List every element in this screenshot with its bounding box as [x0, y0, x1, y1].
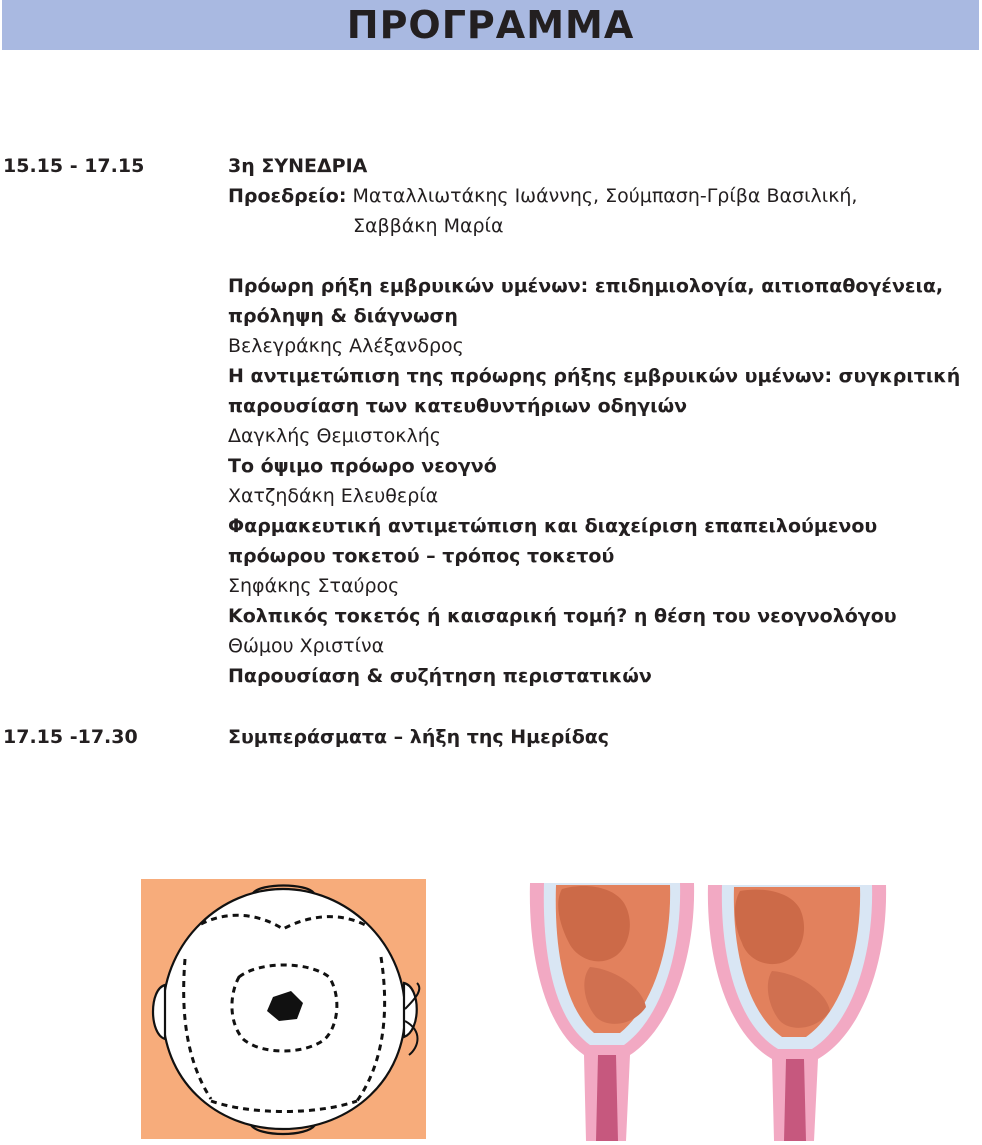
fetus-in-uterus-illustration: [524, 879, 890, 1141]
session-content: [228, 151, 968, 691]
talk-title: Πρόωρη ρήξη εμβρυικών υμένων: επιδημιολογία, αιτιοπαθογένεια,: [228, 275, 944, 297]
talk-speaker: Θώμου Χριστίνα: [228, 635, 385, 657]
chair-line: [228, 181, 968, 211]
closing-time: 17.15 -17.30: [3, 726, 138, 748]
chair-names: Ματαλλιωτάκης Ιωάννης, Σούμπαση-Γρίβα Βασιλική,: [352, 185, 858, 207]
session-time: 15.15 - 17.15: [3, 155, 145, 177]
chair-names-cont: Σαββάκη Μαρία: [353, 215, 504, 237]
talk-speaker: Βελεγράκης Αλέξανδρος: [228, 335, 464, 357]
closing-content: [228, 722, 968, 752]
closing-title: Συμπεράσματα – λήξη της Ημερίδας: [228, 726, 610, 748]
talk-title-cont: παρουσίαση των κατευθυντήριων οδηγιών: [228, 395, 688, 417]
talk-title-cont: πρόληψη & διάγνωση: [228, 305, 458, 327]
session-title: 3η ΣΥΝΕΔΡΙΑ: [228, 155, 368, 177]
talk-title: Παρουσίαση & συζήτηση περιστατικών: [228, 665, 652, 687]
page-title: ΠΡΟΓΡΑΜΜΑ: [346, 3, 635, 47]
talk-title: Κολπικός τοκετός ή καισαρική τομή? η θέση του νεογνολόγου: [228, 605, 897, 627]
talk-speaker: Σηφάκης Σταύρος: [228, 575, 400, 597]
talk-speaker: Δαγκλής Θεμιστοκλής: [228, 425, 441, 447]
talk-title: Η αντιμετώπιση της πρόωρης ρήξης εμβρυικών υμένων: συγκριτική: [228, 365, 961, 387]
talk-title: Το όψιμο πρόωρο νεογνό: [228, 455, 497, 477]
talk-speaker: Χατζηδάκη Ελευθερία: [228, 485, 439, 507]
chair-label: Προεδρείο:: [228, 185, 347, 207]
fetal-head-illustration: [141, 879, 426, 1139]
talk-title-cont: πρόωρου τοκετού – τρόπος τοκετού: [228, 545, 615, 567]
title-banner: [2, 0, 979, 50]
talk-title: Φαρμακευτική αντιμετώπιση και διαχείριση επαπειλούμενου: [228, 515, 878, 537]
